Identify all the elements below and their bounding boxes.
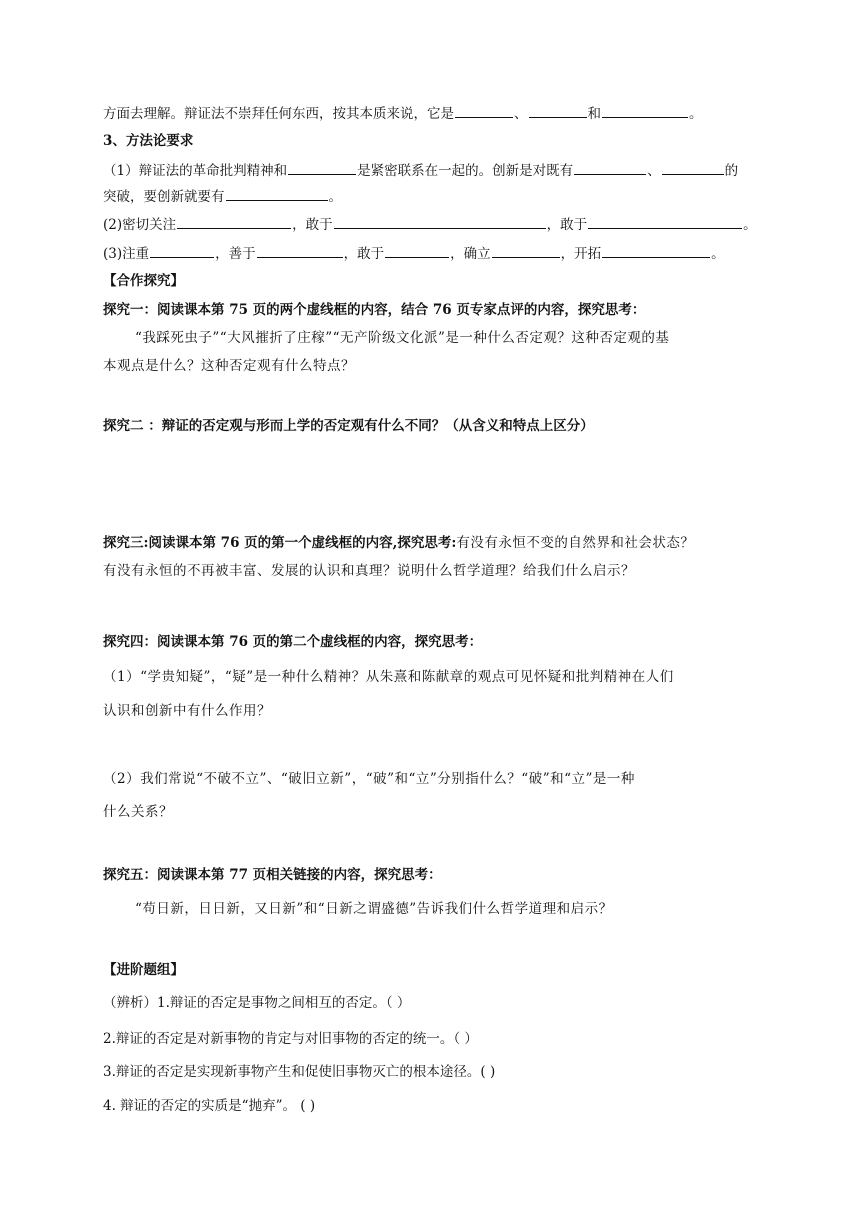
- method-item-1-cont: [103, 186, 763, 207]
- item-text: 的: [724, 163, 739, 179]
- blank: [150, 243, 214, 258]
- item-text: 是紧密联系在一起的。创新是对既有: [357, 163, 574, 179]
- separator: 和: [587, 106, 601, 122]
- inquiry-3-line-1: [103, 533, 763, 553]
- blank: [492, 243, 560, 258]
- period: 。: [328, 189, 342, 205]
- item-text: (3)注重: [103, 246, 150, 262]
- blank: [574, 160, 646, 175]
- blank: [588, 214, 742, 229]
- blank: [177, 214, 291, 229]
- item-text: (2)密切关注: [103, 217, 177, 233]
- section3-title: 3、方法论要求: [103, 133, 194, 149]
- blank: [529, 103, 587, 118]
- advanced-item-3: 3.辩证的否定是实现新事物产生和促使旧事物灭亡的根本途径。( ): [103, 1064, 496, 1080]
- blank: [334, 214, 546, 229]
- blank: [257, 243, 343, 258]
- blank: [226, 186, 328, 201]
- method-item-2: [103, 214, 763, 235]
- period: 。: [689, 106, 703, 122]
- intro-line: [103, 103, 763, 124]
- inquiry-1-title: 探究一：阅读课本第 75 页的两个虚线框的内容，结合 76 页专家点评的内容，探究思考：: [103, 302, 646, 318]
- blank: [662, 160, 724, 175]
- item-text: ，敢于: [546, 217, 588, 233]
- inquiry-4-sub-1-line-1: （1）“学贵知疑”，“疑”是一种什么精神？从朱熹和陈献章的观点可见怀疑和批判精神在人们: [103, 669, 674, 685]
- advanced-item-2: 2.辩证的否定是对新事物的肯定与对旧事物的否定的统一。（ ）: [103, 1031, 478, 1047]
- blank: [288, 160, 356, 175]
- separator: 、: [514, 106, 528, 122]
- method-item-3: [103, 243, 763, 264]
- blank: [602, 243, 710, 258]
- inquiry-5-title: 探究五：阅读课本第 77 页相关链接的内容，探究思考：: [103, 867, 442, 883]
- method-item-1: [103, 160, 763, 181]
- item-text: ，敢于: [292, 217, 333, 233]
- item-text: （1）辩证法的革命批判精神和: [103, 163, 288, 179]
- advanced-heading: 【进阶题组】: [103, 962, 184, 978]
- inquiry-1-body-1: “我踩死虫子”“大风摧折了庄稼”“无产阶级文化派”是一种什么否定观？这种否定观的基: [135, 330, 670, 346]
- inquiry-4-sub-1-line-2: 认识和创新中有什么作用？: [103, 703, 271, 719]
- separator: 、: [647, 163, 661, 179]
- inquiry-3-body-2: 有没有永恒的不再被丰富、发展的认识和真理？说明什么哲学道理？给我们什么启示？: [103, 563, 635, 579]
- period: 。: [743, 217, 757, 233]
- inquiry-3-body-1: 有没有永恒不变的自然界和社会状态？: [456, 535, 695, 551]
- inquiry-2-title: 探究二 ：辩证的否定观与形而上学的否定观有什么不同？（从含义和特点上区分）: [103, 418, 594, 434]
- advanced-item-1: （辨析）1.辩证的否定是事物之间相互的否定。（ ）: [103, 995, 411, 1011]
- item-text: ，确立: [450, 246, 491, 262]
- intro-text: 方面去理解。辩证法不崇拜任何东西，按其本质来说，它是: [103, 106, 454, 122]
- period: 。: [711, 246, 725, 262]
- inquiry-4-title: 探究四：阅读课本第 76 页的第二个虚线框的内容，探究思考：: [103, 634, 483, 650]
- blank: [602, 103, 688, 118]
- item-text: ，善于: [215, 246, 256, 262]
- blank: [455, 103, 513, 118]
- inquiry-5-body: “苟日新，日日新，又日新”和“日新之谓盛德”告诉我们什么哲学道理和启示？: [135, 901, 613, 917]
- coop-heading: 【合作探究】: [103, 273, 184, 289]
- inquiry-4-sub-2-line-1: （2）我们常说“不破不立”、“破旧立新”，“破”和“立”分别指什么？“破”和“立”是一种: [103, 771, 635, 787]
- advanced-item-4: 4. 辩证的否定的实质是“抛弃”。 ( ): [103, 1098, 316, 1114]
- inquiry-3-title: 探究三:阅读课本第 76 页的第一个虚线框的内容,探究思考:: [103, 535, 457, 551]
- item-text: ，开拓: [560, 246, 602, 262]
- inquiry-4-sub-2-line-2: 什么关系？: [103, 804, 173, 820]
- item-text: ，敢于: [343, 246, 385, 262]
- blank: [385, 243, 449, 258]
- item-text: 突破，要创新就要有: [103, 189, 225, 205]
- inquiry-1-body-2: 本观点是什么？这种否定观有什么特点？: [103, 358, 355, 374]
